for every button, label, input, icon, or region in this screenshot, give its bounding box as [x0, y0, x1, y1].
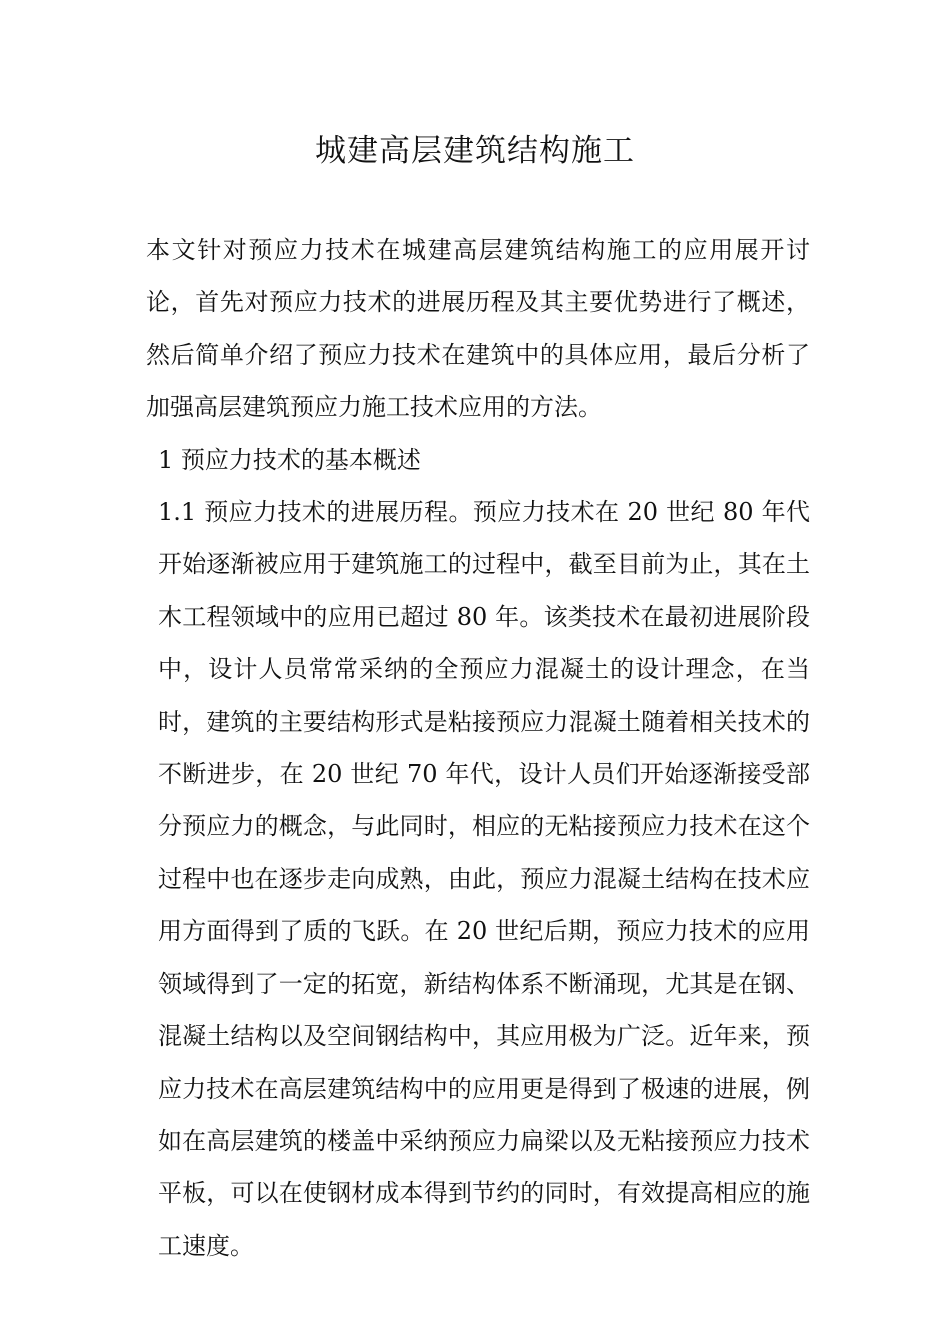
section-heading: 1 预应力技术的基本概述: [158, 445, 421, 474]
document-title: 城建高层建筑结构施工: [315, 133, 635, 169]
section-paragraph: 1.1 预应力技术的进展历程。预应力技术在 20 世纪 80 年代开始逐渐被应用于建筑施工的过程中，截至目前为止，其在土木工程领域中的应用已超过 80 年。该类技术在最初进展阶段中，设计人员常常采纳的全预应力混凝土的设计理念，在当时，建筑的主要结构形式是粘接预应力混凝土随着相关技术的不断进步，在 20 世纪 70 年代，设计人员们开始逐渐接受部分预应力的概念，与此同时，相应的无粘接预应力技术在这个过程中也在逐步走向成熟，由此，预应力混凝土结构在技术应用方面得到了质的飞跃。在 20 世纪后期，预应力技术的应用领域得到了一定的拓宽，新结构体系不断涌现，尤其是在钢、混凝土结构以及空间钢结构中，其应用极为广泛。近年来，预应力技术在高层建筑结构中的应用更是得到了极速的进展，例如在高层建筑的楼盖中采纳预应力扁梁以及无粘接预应力技术平板，可以在使钢材成本得到节约的同时，有效提高相应的施工速度。: [158, 498, 810, 1260]
document-body: [146, 224, 810, 1272]
abstract-paragraph: 本文针对预应力技术在城建高层建筑结构施工的应用展开讨论，首先对预应力技术的进展历程及其主要优势进行了概述，然后简单介绍了预应力技术在建筑中的具体应用，最后分析了加强高层建筑预应力施工技术应用的方法。: [146, 236, 810, 422]
